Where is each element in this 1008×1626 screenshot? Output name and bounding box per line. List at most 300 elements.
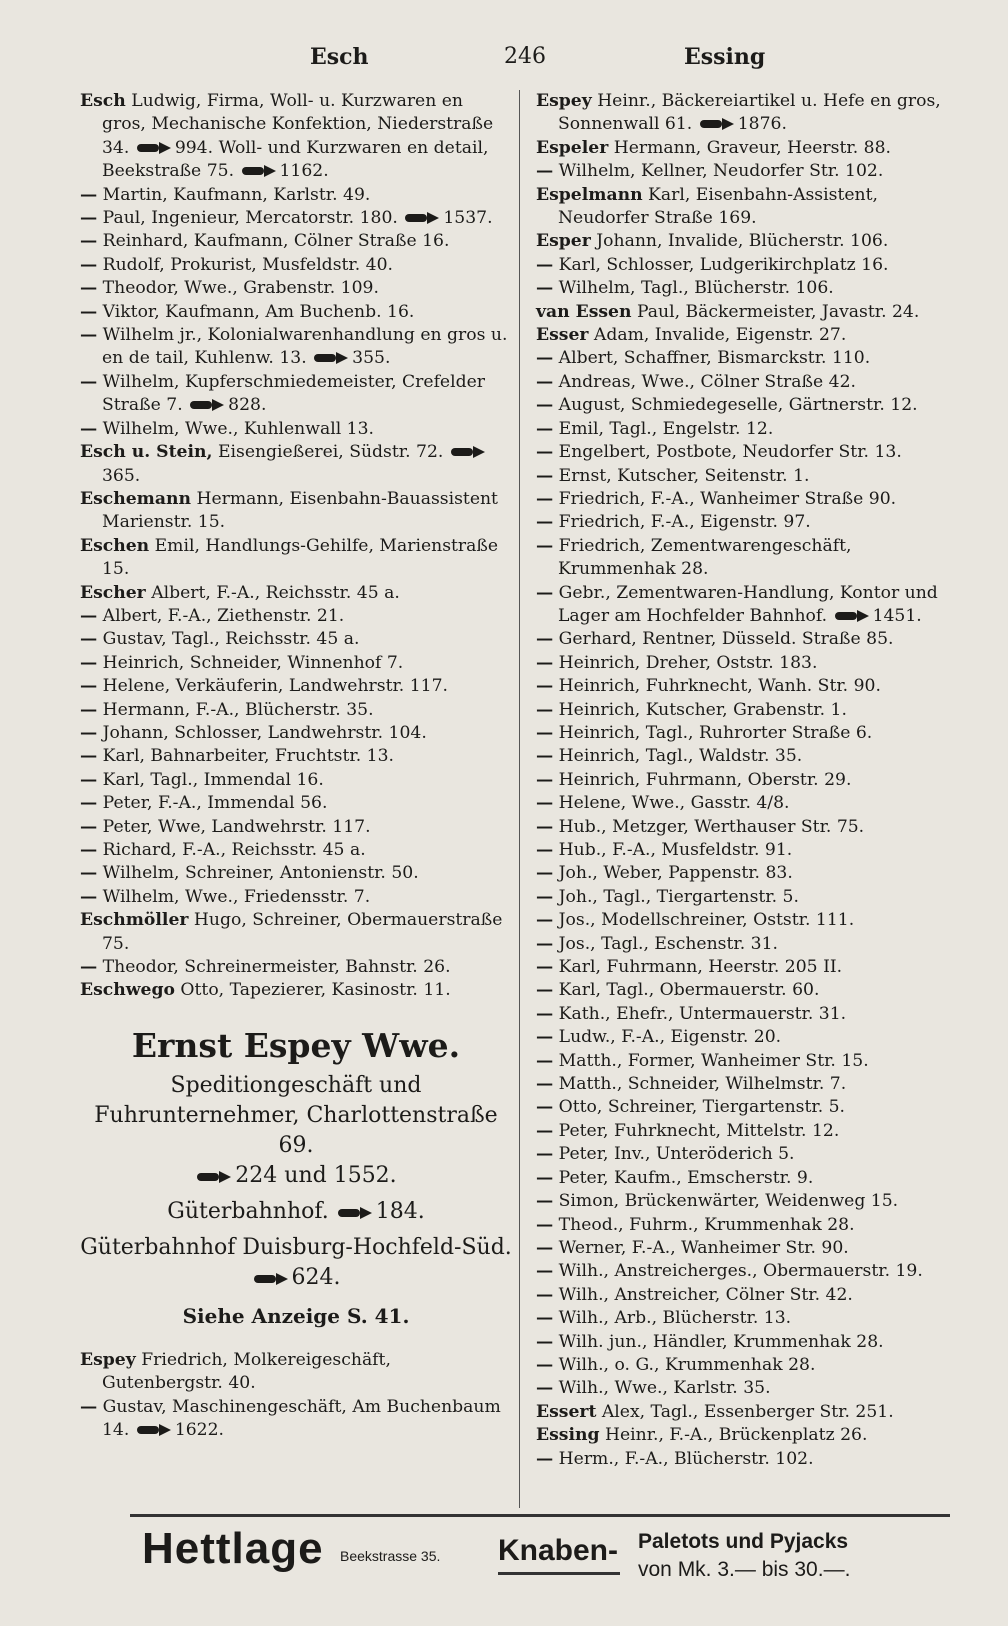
- directory-entry: [536, 184, 968, 231]
- entry-text: Ernst, Kutscher, Seitenstr. 1.: [558, 465, 810, 486]
- entry-text: Herm., F.-A., Blücherstr. 102.: [558, 1448, 814, 1469]
- entry-text: Wilh., Anstreicher, Cölner Str. 42.: [558, 1284, 853, 1305]
- ad-gueterbahnhof-text: Güterbahnhof.: [167, 1198, 329, 1224]
- entry-name: —: [536, 1448, 554, 1469]
- directory-entry: [536, 1003, 968, 1026]
- entry-name: —: [536, 1378, 554, 1399]
- directory-entry: [536, 1424, 968, 1447]
- entry-text: Johann, Invalide, Blücherstr. 106.: [596, 231, 889, 252]
- entry-name: —: [536, 465, 554, 486]
- entry-text: Wilhelm, Schreiner, Antonienstr. 50.: [102, 863, 419, 884]
- telephone-icon: [242, 165, 276, 177]
- entry-text: Wilh., Anstreicherges., Obermauerstr. 19.: [558, 1261, 923, 1282]
- directory-entry: [536, 1190, 968, 1213]
- directory-entry: [80, 909, 512, 956]
- directory-entry: [80, 1396, 512, 1443]
- entry-name: —: [536, 348, 554, 369]
- entry-text: Paul, Ingenieur, Mercatorstr. 180.: [102, 208, 398, 229]
- entry-name: —: [536, 1003, 554, 1024]
- entry-text: Albert, F.-A., Reichsstr. 45 a.: [151, 582, 400, 603]
- entry-text: Wilhelm, Wwe., Kuhlenwall 13.: [102, 418, 375, 439]
- entry-name: —: [536, 488, 554, 509]
- entry-name: —: [80, 863, 98, 884]
- entry-text: Emil, Tagl., Engelstr. 12.: [558, 418, 774, 439]
- entry-phone: 365.: [102, 465, 141, 486]
- entry-text: Wilh., Arb., Blücherstr. 13.: [558, 1308, 792, 1329]
- directory-entry: [80, 277, 512, 300]
- telephone-icon: [451, 446, 485, 458]
- directory-entry: [80, 1349, 512, 1396]
- entry-name: —: [536, 418, 554, 439]
- entry-text: Heinr., Bäckereiartikel u. Hefe en gros, Sonnenwall 61.: [558, 91, 941, 135]
- left-entry-list-after: [80, 1349, 512, 1443]
- directory-entry: [536, 277, 968, 300]
- directory-entry: [80, 956, 512, 979]
- telephone-icon: [197, 1171, 231, 1183]
- entry-name: —: [80, 652, 98, 673]
- entry-text: Hub., F.-A., Musfeldstr. 91.: [558, 840, 793, 860]
- ad-business-text: Speditiongeschäft und Fuhrunternehmer, Charlottenstraße 69.: [94, 1072, 498, 1158]
- entry-text: Engelbert, Postbote, Neudorfer Str. 13.: [558, 442, 902, 463]
- entry-name: —: [80, 676, 98, 697]
- entry-text: Otto, Schreiner, Tiergartenstr. 5.: [558, 1097, 846, 1118]
- ad-gueterbahnhof-phone: 184.: [375, 1198, 425, 1224]
- entry-text-secondary: Woll- und Kurzwaren en detail, Beekstraße 75.: [102, 137, 489, 182]
- entry-text: Hermann, Graveur, Heerstr. 88.: [613, 137, 891, 158]
- right-column: [536, 90, 968, 1471]
- directory-entry: [80, 230, 512, 253]
- entry-text: Theodor, Schreinermeister, Bahnstr. 26.: [102, 957, 451, 978]
- entry-name: —: [536, 652, 554, 673]
- directory-entry: [80, 745, 512, 768]
- entry-name: Espey: [80, 1349, 136, 1370]
- entry-name: Essing: [536, 1425, 600, 1446]
- entry-name: —: [536, 1167, 554, 1188]
- entry-text: Wilhelm, Tagl., Blücherstr. 106.: [558, 278, 834, 299]
- entry-text: Werner, F.-A., Wanheimer Str. 90.: [558, 1237, 849, 1258]
- entry-name: —: [536, 395, 554, 416]
- entry-name: —: [80, 886, 98, 907]
- entry-name: Eschen: [80, 535, 150, 556]
- entry-name: —: [536, 722, 554, 743]
- directory-entry: [536, 886, 968, 909]
- entry-text: Friedrich, F.-A., Wanheimer Straße 90.: [558, 488, 897, 509]
- entry-text: Hub., Metzger, Werthauser Str. 75.: [558, 816, 865, 837]
- directory-entry: [536, 1026, 968, 1049]
- entry-text: Heinrich, Fuhrmann, Oberstr. 29.: [558, 769, 852, 790]
- entry-name: —: [536, 1284, 554, 1305]
- directory-entry: [536, 816, 968, 839]
- entry-name: —: [536, 535, 554, 556]
- telephone-icon: [338, 1207, 372, 1219]
- entry-text: Wilhelm jr., Kolonialwarenhandlung en gros u. en de tail, Kuhlenw. 13.: [102, 325, 508, 369]
- entry-text: Ludw., F.-A., Eigenstr. 20.: [558, 1027, 782, 1048]
- telephone-icon: [835, 610, 869, 622]
- entry-name: —: [536, 769, 554, 790]
- entry-name: Eschwego: [80, 980, 175, 1001]
- entry-phone: 828.: [228, 395, 267, 416]
- entry-text: Gustav, Tagl., Reichsstr. 45 a.: [102, 629, 360, 650]
- directory-entry: [536, 933, 968, 956]
- directory-entry: [536, 1237, 968, 1260]
- footer-price: von Mk. 3.— bis 30.—.: [638, 1558, 851, 1581]
- entry-name: —: [536, 699, 554, 720]
- entry-name: —: [536, 1027, 554, 1048]
- entry-text: Peter, Inv., Unteröderich 5.: [558, 1144, 795, 1165]
- telephone-icon: [405, 212, 439, 224]
- entry-text: Albert, F.-A., Ziethenstr. 21.: [102, 605, 345, 626]
- entry-name: —: [536, 1074, 554, 1095]
- directory-entry: [80, 254, 512, 277]
- entry-name: —: [536, 582, 554, 603]
- directory-entry: [80, 862, 512, 885]
- entry-name: —: [80, 605, 98, 626]
- directory-entry: [536, 1401, 968, 1424]
- directory-entry: [536, 1448, 968, 1471]
- entry-phone: 355.: [352, 348, 391, 369]
- telephone-icon: [137, 142, 171, 154]
- entry-name: Esser: [536, 325, 589, 346]
- entry-text: Jos., Tagl., Eschenstr. 31.: [558, 933, 778, 954]
- entry-name: —: [536, 1237, 554, 1258]
- entry-name: —: [536, 1097, 554, 1118]
- entry-text: Wilh., o. G., Krummenhak 28.: [558, 1354, 816, 1375]
- entry-name: —: [536, 676, 554, 697]
- directory-entry: [80, 582, 512, 605]
- header-right-keyword: Essing: [684, 44, 766, 70]
- entry-name: Eschmöller: [80, 910, 189, 931]
- entry-text: Otto, Tapezierer, Kasinostr. 11.: [180, 980, 451, 1001]
- directory-entry: [80, 652, 512, 675]
- entry-name: —: [80, 325, 98, 346]
- entry-text: Gebr., Zementwaren-Handlung, Kontor und Lager am Hochfelder Bahnhof.: [558, 582, 938, 626]
- directory-entry: [536, 675, 968, 698]
- entry-name: Escher: [80, 582, 146, 603]
- directory-entry: [80, 886, 512, 909]
- directory-entry: [536, 1143, 968, 1166]
- entry-text: Wilhelm, Wwe., Friedensstr. 7.: [102, 886, 371, 907]
- entry-name: Esper: [536, 231, 591, 252]
- directory-entry: [536, 160, 968, 183]
- entry-text: Peter, Wwe, Landwehrstr. 117.: [102, 816, 371, 837]
- entry-text: Wilhelm, Kupferschmiedemeister, Crefelder Straße 7.: [102, 371, 485, 416]
- entry-text: Heinrich, Kutscher, Grabenstr. 1.: [558, 699, 847, 720]
- footer-knaben: Knaben-: [498, 1534, 618, 1567]
- entry-text: Friedrich, F.-A., Eigenstr. 97.: [558, 512, 811, 533]
- entry-phone: 994.: [174, 137, 214, 158]
- entry-text: Hermann, Eisenbahn-Bauassistent Marienstr. 15.: [102, 488, 498, 533]
- ad-phones: 224 und 1552.: [235, 1162, 397, 1188]
- entry-name: —: [536, 1354, 554, 1375]
- entry-text: Wilhelm, Kellner, Neudorfer Str. 102.: [558, 161, 884, 182]
- entry-name: —: [536, 371, 554, 392]
- entry-text: Joh., Tagl., Tiergartenstr. 5.: [558, 886, 799, 907]
- page-number: 246: [504, 44, 546, 69]
- directory-entry: [80, 722, 512, 745]
- directory-entry: [80, 301, 512, 324]
- entry-text: Karl, Eisenbahn-Assistent, Neudorfer Straße 169.: [558, 184, 878, 229]
- entry-name: —: [80, 769, 98, 790]
- directory-entry: [80, 324, 512, 371]
- directory-entry: [536, 535, 968, 582]
- directory-entry: [80, 839, 512, 862]
- left-column: [80, 90, 512, 1442]
- ad-line-hochfeld: [80, 1233, 512, 1293]
- entry-name: —: [536, 1308, 554, 1329]
- entry-phone: 1622.: [174, 1420, 225, 1441]
- ad-reference: Siehe Anzeige S. 41.: [182, 1303, 410, 1328]
- entry-text: Peter, F.-A., Immendal 56.: [102, 793, 328, 814]
- entry-text: Gustav, Maschinengeschäft, Am Buchenbaum 14.: [102, 1396, 501, 1441]
- entry-text: Helene, Verkäuferin, Landwehrstr. 117.: [102, 676, 448, 697]
- entry-name: Espelmann: [536, 184, 643, 205]
- entry-text: Rudolf, Prokurist, Musfeldstr. 40.: [102, 254, 394, 275]
- entry-text: Theodor, Wwe., Grabenstr. 109.: [102, 278, 379, 299]
- ad-line-business: [80, 1071, 512, 1161]
- entry-name: van Essen: [536, 301, 632, 322]
- directory-entry: [536, 301, 968, 324]
- entry-name: —: [536, 980, 554, 1001]
- directory-entry: [536, 1214, 968, 1237]
- directory-entry: [536, 769, 968, 792]
- footer-brand: Hettlage: [142, 1524, 324, 1573]
- entry-name: —: [536, 278, 554, 299]
- entry-name: —: [536, 254, 554, 275]
- footer-address: Beekstrasse 35.: [340, 1548, 441, 1564]
- directory-entry: [536, 1073, 968, 1096]
- page-header: [80, 40, 968, 76]
- entry-name: —: [80, 1396, 98, 1417]
- entry-phone: 1876.: [737, 114, 787, 135]
- entry-text: Helene, Wwe., Gasstr. 4/8.: [558, 793, 790, 814]
- ad-phones-line: [80, 1161, 512, 1191]
- entry-name: Essert: [536, 1401, 597, 1422]
- directory-entry: [536, 722, 968, 745]
- entry-phone-secondary: 1162.: [279, 161, 329, 182]
- left-entry-list: [80, 90, 512, 1003]
- entry-text: Friedrich, Molkereigeschäft, Gutenbergstr. 40.: [102, 1349, 391, 1394]
- ad-title: Ernst Espey Wwe.: [131, 1025, 461, 1065]
- directory-entry: [80, 816, 512, 839]
- directory-entry: [536, 1307, 968, 1330]
- entry-name: —: [536, 1261, 554, 1282]
- directory-entry: [536, 488, 968, 511]
- directory-entry: [536, 418, 968, 441]
- entry-text: Wilh., Wwe., Karlstr. 35.: [558, 1378, 771, 1399]
- directory-entry: [536, 1377, 968, 1400]
- entry-text: Heinrich, Dreher, Oststr. 183.: [558, 652, 818, 673]
- entry-name: —: [536, 793, 554, 814]
- entry-text: Richard, F.-A., Reichsstr. 45 a.: [102, 840, 366, 860]
- directory-entry: [80, 90, 512, 184]
- directory-entry: [536, 792, 968, 815]
- directory-entry: [80, 488, 512, 535]
- telephone-icon: [254, 1273, 288, 1285]
- entry-name: —: [536, 933, 554, 954]
- directory-entry: [536, 324, 968, 347]
- entry-text: Wilh. jun., Händler, Krummenhak 28.: [558, 1331, 884, 1352]
- entry-text: Johann, Schlosser, Landwehrstr. 104.: [102, 722, 427, 743]
- entry-name: —: [80, 629, 98, 650]
- entry-name: —: [80, 371, 98, 392]
- directory-entry: [536, 979, 968, 1002]
- directory-entry: [536, 1354, 968, 1377]
- entry-text: Heinrich, Schneider, Winnenhof 7.: [102, 652, 404, 673]
- entry-name: —: [80, 301, 98, 322]
- directory-entry: [80, 979, 512, 1002]
- entry-name: —: [536, 746, 554, 767]
- entry-text: Matth., Former, Wanheimer Str. 15.: [558, 1050, 869, 1071]
- advertisement: [80, 1025, 512, 1331]
- entry-text: Andreas, Wwe., Cölner Straße 42.: [558, 371, 856, 392]
- entry-text: Heinrich, Tagl., Waldstr. 35.: [558, 746, 803, 767]
- entry-name: —: [80, 699, 98, 720]
- telephone-icon: [700, 118, 734, 130]
- entry-text: Reinhard, Kaufmann, Cölner Straße 16.: [102, 231, 450, 252]
- directory-entry: [536, 511, 968, 534]
- directory-entry: [536, 699, 968, 722]
- entry-text: Heinrich, Tagl., Ruhrorter Straße 6.: [558, 722, 873, 743]
- entry-name: Esch u. Stein,: [80, 442, 213, 463]
- entry-text: Heinr., F.-A., Brückenplatz 26.: [604, 1425, 868, 1446]
- entry-name: Eschemann: [80, 488, 191, 509]
- directory-entry: [536, 441, 968, 464]
- directory-entry: [536, 230, 968, 253]
- directory-entry: [536, 839, 968, 862]
- entry-text: Peter, Kaufm., Emscherstr. 9.: [558, 1167, 814, 1188]
- directory-entry: [536, 347, 968, 370]
- entry-text: Heinrich, Fuhrknecht, Wanh. Str. 90.: [558, 676, 881, 697]
- entry-phone: 1537.: [443, 208, 493, 229]
- entry-name: —: [536, 886, 554, 907]
- directory-entry: [536, 1050, 968, 1073]
- telephone-icon: [314, 352, 348, 364]
- directory-entry: [536, 1167, 968, 1190]
- entry-text: Kath., Ehefr., Untermauerstr. 31.: [558, 1003, 847, 1024]
- directory-entry: [536, 90, 968, 137]
- directory-entry: [536, 394, 968, 417]
- directory-entry: [80, 535, 512, 582]
- ad-line-gueterbahnhof: [80, 1197, 512, 1227]
- directory-entry: [536, 1260, 968, 1283]
- entry-text: August, Schmiedegeselle, Gärtnerstr. 12.: [558, 395, 918, 416]
- ad-hochfeld-phone: 624.: [291, 1264, 341, 1290]
- directory-entry: [536, 137, 968, 160]
- entry-name: —: [536, 1331, 554, 1352]
- entry-text: Jos., Modellschreiner, Oststr. 111.: [558, 910, 855, 931]
- entry-name: —: [536, 512, 554, 533]
- directory-entry: [80, 418, 512, 441]
- entry-name: —: [536, 910, 554, 931]
- entry-name: —: [80, 278, 98, 299]
- entry-name: Espeler: [536, 137, 609, 158]
- entry-text: Adam, Invalide, Eigenstr. 27.: [593, 325, 847, 346]
- footer-items: Paletots und Pyjacks: [638, 1530, 849, 1553]
- entry-name: —: [536, 442, 554, 463]
- entry-text: Joh., Weber, Pappenstr. 83.: [558, 863, 793, 884]
- entry-text: Alex, Tagl., Essenberger Str. 251.: [601, 1401, 894, 1422]
- directory-entry: [80, 184, 512, 207]
- entry-name: —: [80, 746, 98, 767]
- entry-text: Emil, Handlungs-Gehilfe, Marienstraße 15.: [102, 535, 499, 580]
- directory-entry: [536, 1284, 968, 1307]
- directory-entry: [80, 441, 512, 488]
- directory-entry: [80, 769, 512, 792]
- entry-phone: 1451.: [872, 605, 922, 626]
- entry-name: Esch: [80, 91, 126, 111]
- entry-name: —: [536, 816, 554, 837]
- directory-entry: [536, 465, 968, 488]
- entry-name: —: [536, 1050, 554, 1071]
- entry-name: —: [80, 957, 98, 978]
- entry-name: —: [80, 208, 98, 229]
- entry-name: —: [80, 816, 98, 837]
- entry-text: Martin, Kaufmann, Karlstr. 49.: [102, 184, 371, 205]
- directory-entry: [536, 1096, 968, 1119]
- entry-text: Matth., Schneider, Wilhelmstr. 7.: [558, 1074, 847, 1095]
- directory-entry: [536, 745, 968, 768]
- entry-text: Simon, Brückenwärter, Weidenweg 15.: [558, 1191, 899, 1212]
- entry-text: Eisengießerei, Südstr. 72.: [217, 442, 444, 463]
- directory-entry: [536, 652, 968, 675]
- directory-entry: [536, 1331, 968, 1354]
- entry-name: —: [536, 1120, 554, 1141]
- header-left-keyword: Esch: [310, 44, 369, 70]
- entry-name: —: [80, 254, 98, 275]
- entry-text: Hugo, Schreiner, Obermauerstraße 75.: [102, 910, 503, 954]
- entry-text: Albert, Schaffner, Bismarckstr. 110.: [558, 348, 871, 369]
- entry-name: —: [80, 418, 98, 439]
- entry-text: Karl, Tagl., Obermauerstr. 60.: [558, 980, 820, 1001]
- directory-entry: [536, 862, 968, 885]
- footer-advertisement: [142, 1520, 962, 1590]
- column-divider: [519, 90, 520, 1508]
- entry-name: —: [536, 863, 554, 884]
- entry-text: Peter, Fuhrknecht, Mittelstr. 12.: [558, 1120, 840, 1141]
- entry-text: Karl, Tagl., Immendal 16.: [102, 769, 324, 790]
- entry-name: —: [536, 840, 554, 860]
- directory-entry: [80, 699, 512, 722]
- directory-entry: [80, 207, 512, 230]
- directory-entry: [536, 909, 968, 932]
- directory-entry: [536, 628, 968, 651]
- directory-entry: [80, 792, 512, 815]
- entry-name: —: [80, 840, 98, 860]
- directory-entry: [536, 371, 968, 394]
- footer-rule: [130, 1514, 950, 1517]
- directory-entry: [80, 675, 512, 698]
- footer-knaben-rule: [498, 1572, 620, 1575]
- entry-text: Gerhard, Rentner, Düsseld. Straße 85.: [558, 629, 894, 650]
- telephone-icon: [137, 1424, 171, 1436]
- directory-entry: [536, 582, 968, 629]
- directory-entry: [80, 628, 512, 651]
- directory-entry: [80, 371, 512, 418]
- entry-text: Viktor, Kaufmann, Am Buchenb. 16.: [102, 301, 415, 322]
- ad-hochfeld-text: Güterbahnhof Duisburg-Hochfeld-Süd.: [80, 1234, 512, 1260]
- entry-text: Ludwig, Firma, Woll- u. Kurzwaren en gros, Mechanische Konfektion, Niederstraße 34.: [102, 91, 494, 158]
- right-entry-list: [536, 90, 968, 1471]
- entry-name: —: [536, 1191, 554, 1212]
- entry-text: Paul, Bäckermeister, Javastr. 24.: [636, 301, 920, 322]
- directory-entry: [80, 605, 512, 628]
- directory-entry: [536, 254, 968, 277]
- entry-text: Theod., Fuhrm., Krummenhak 28.: [558, 1214, 855, 1235]
- entry-text: Karl, Schlosser, Ludgerikirchplatz 16.: [558, 254, 889, 275]
- entry-name: —: [536, 629, 554, 650]
- entry-name: —: [536, 1214, 554, 1235]
- entry-name: —: [80, 793, 98, 814]
